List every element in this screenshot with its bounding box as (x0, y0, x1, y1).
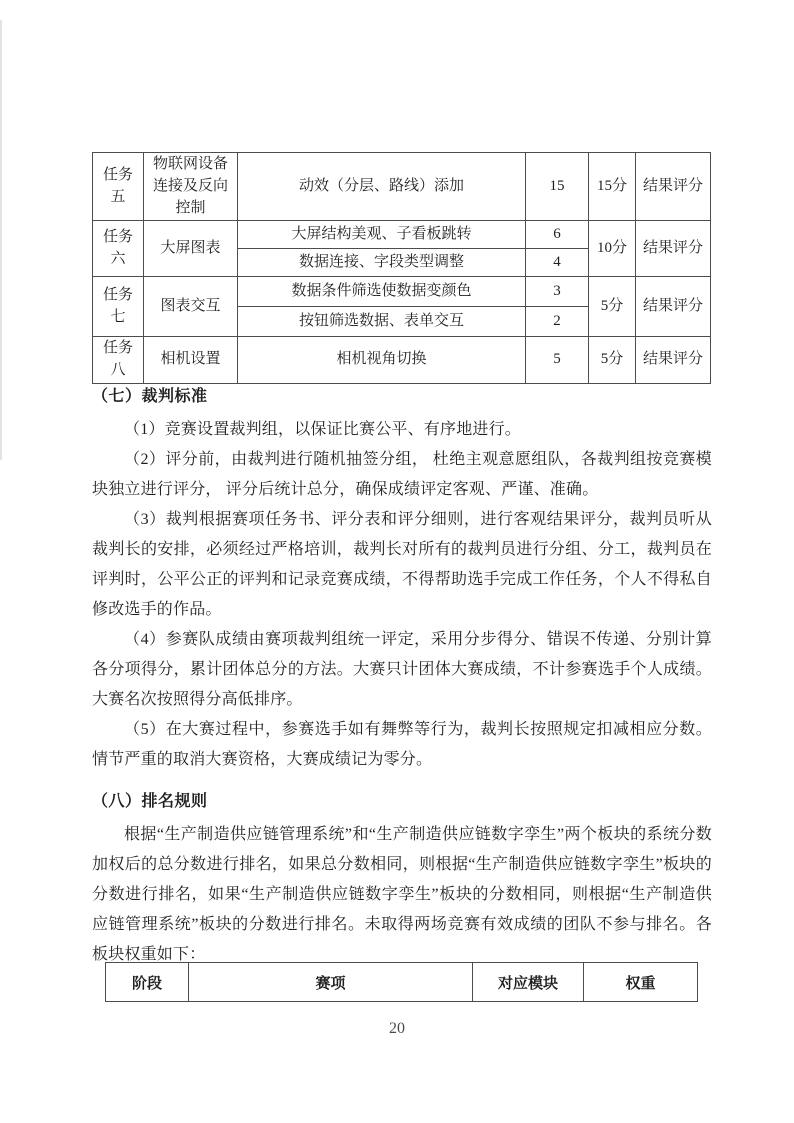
desc-cell: 大屏结构美观、子看板跳转 (238, 221, 526, 249)
table-row (93, 277, 711, 307)
score-cell: 3 (526, 277, 589, 307)
paragraph: （5）在大赛过程中，参赛选手如有舞弊等行为，裁判长按照规定扣减相应分数。情节严重的取消大赛资格，大赛成绩记为零分。 (92, 721, 712, 768)
desc-cell: 相机视角切换 (238, 337, 526, 384)
paragraph: （4）参赛队成绩由赛项裁判组统一评定，采用分步得分、错误不传递、分别计算各分项得分，累计团体总分的方法。大赛只计团体大赛成绩，不计参赛选手个人成绩。大赛名次按照得分高低排序。 (92, 631, 712, 708)
method-cell: 结果评分 (636, 277, 711, 337)
weight-table (105, 962, 698, 1002)
document-body (92, 384, 712, 970)
desc-cell: 按钮筛选数据、表单交互 (238, 307, 526, 337)
desc-cell: 数据连接、字段类型调整 (238, 249, 526, 277)
method-cell: 结果评分 (636, 153, 711, 221)
category-cell: 相机设置 (144, 337, 238, 384)
task-cell: 任务八 (93, 337, 144, 384)
table-row (93, 153, 711, 221)
header-stage: 阶段 (106, 963, 189, 1002)
total-cell: 10分 (589, 221, 636, 277)
paragraph: （1）竞赛设置裁判组，以保证比赛公平、有序地进行。 (124, 421, 522, 438)
paragraph: （3）裁判根据赛项任务书、评分表和评分细则，进行客观结果评分，裁判员听从裁判长的安排，必须经过严格培训，裁判长对所有的裁判员进行分组、分工，裁判员在评判时，公平公正的评判和记录竞赛成绩，不得帮助选手完成工作任务，个人不得私自修改选手的作品。 (92, 511, 712, 618)
section-heading-ranking: （八）排名规则 (92, 793, 208, 810)
table-header-row (106, 963, 698, 1002)
score-cell: 5 (526, 337, 589, 384)
score-cell: 2 (526, 307, 589, 337)
header-module: 对应模块 (473, 963, 584, 1002)
desc-cell: 动效（分层、路线）添加 (238, 153, 526, 221)
header-weight: 权重 (584, 963, 698, 1002)
score-cell: 4 (526, 249, 589, 277)
category-cell: 图表交互 (144, 277, 238, 337)
paragraph: 根据“生产制造供应链管理系统”和“生产制造供应链数字孪生”两个板块的系统分数加权后的总分数进行排名，如果总分数相同，则根据“生产制造供应链数字孪生”板块的分数进行排名，如果“生产制造供应链数字孪生”板块的分数相同，则根据“生产制造供应链管理系统”板块的分数进行排名。未取得两场竞赛有效成绩的团队不参与排名。各板块权重如下： (92, 826, 712, 963)
score-table (92, 152, 711, 384)
method-cell: 结果评分 (636, 337, 711, 384)
desc-cell: 数据条件筛选使数据变颜色 (238, 277, 526, 307)
table-row (93, 221, 711, 249)
method-cell: 结果评分 (636, 221, 711, 277)
category-cell: 物联网设备连接及反向控制 (144, 153, 238, 221)
task-cell: 任务五 (93, 153, 144, 221)
category-cell: 大屏图表 (144, 221, 238, 277)
task-cell: 任务六 (93, 221, 144, 277)
paragraph: （2）评分前，由裁判进行随机抽签分组， 杜绝主观意愿组队，各裁判组按竞赛模块独立进行评分， 评分后统计总分，确保成绩评定客观、严谨、准确。 (92, 451, 712, 498)
total-cell: 5分 (589, 337, 636, 384)
table-row (93, 337, 711, 384)
header-event: 赛项 (189, 963, 473, 1002)
scan-edge-artifact (0, 20, 2, 460)
task-cell: 任务七 (93, 277, 144, 337)
page-number: 20 (389, 1020, 405, 1037)
total-cell: 15分 (589, 153, 636, 221)
total-cell: 5分 (589, 277, 636, 337)
score-cell: 15 (526, 153, 589, 221)
score-cell: 6 (526, 221, 589, 249)
section-heading-judging: （七）裁判标准 (92, 388, 208, 405)
